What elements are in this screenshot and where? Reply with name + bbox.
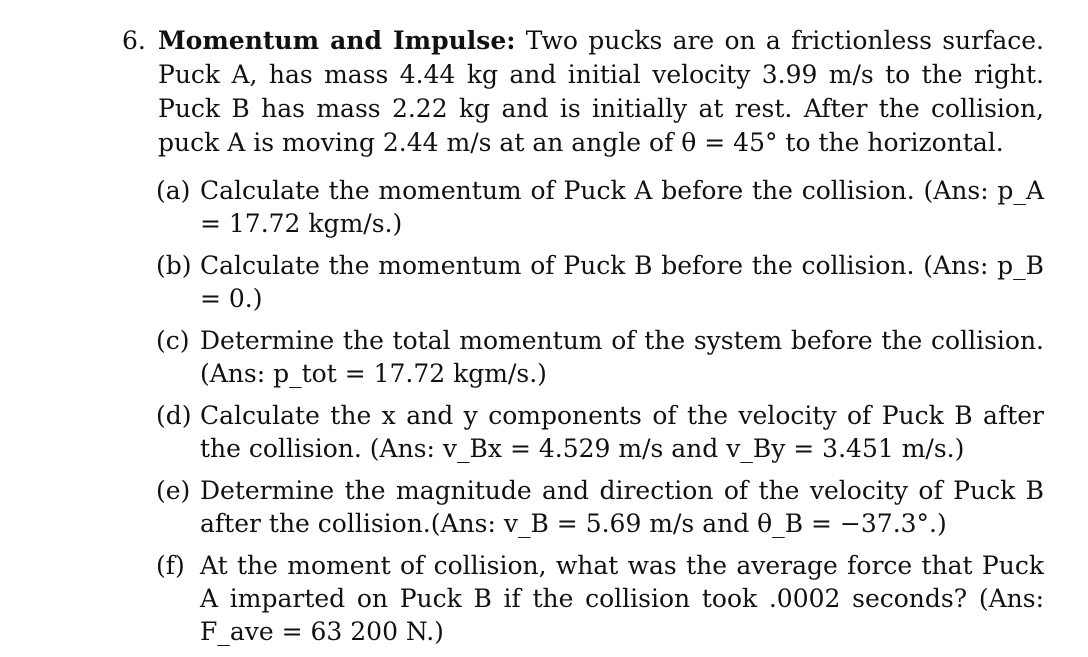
part-label: (c) <box>156 326 190 355</box>
part-label: (e) <box>156 476 191 505</box>
problem-parts <box>122 174 1044 648</box>
problem-title: Momentum and Impulse: <box>158 26 516 55</box>
part-text: At the moment of collision, what was the average force that Puck A imparted on Puck B if the collision took .0002 seconds? (Ans: F_ave = 63 200 N.) <box>200 551 1044 646</box>
part-label: (a) <box>156 176 191 205</box>
part-label: (d) <box>156 401 192 430</box>
part-c <box>122 324 1044 390</box>
part-e <box>122 474 1044 540</box>
problem-number: 6. <box>122 26 146 55</box>
part-label: (f) <box>156 551 185 580</box>
problem-6 <box>122 24 1044 657</box>
part-d <box>122 399 1044 465</box>
part-text: Calculate the momentum of Puck A before the collision. (Ans: p_A = 17.72 kgm/s.) <box>200 176 1044 238</box>
part-a <box>122 174 1044 240</box>
cutoff-previous-line <box>160 0 1040 4</box>
part-text: Calculate the momentum of Puck B before the collision. (Ans: p_B = 0.) <box>200 251 1044 313</box>
problem-statement: Two pucks are on a frictionless surface. Puck A, has mass 4.44 kg and initial velocity 3.99 m/s to the right. Puck B has mass 2.22 kg and is initially at rest. After the collision, puck A is moving 2.44 m/s at an angle of θ = 45° to the horizontal. <box>158 26 1044 157</box>
problem-header <box>122 24 1044 160</box>
part-b <box>122 249 1044 315</box>
part-f <box>122 549 1044 648</box>
part-text: Determine the magnitude and direction of the velocity of Puck B after the collision.(Ans: v_B = 5.69 m/s and θ_B = −37.3°.) <box>200 476 1044 538</box>
part-text: Calculate the x and y components of the velocity of Puck B after the collision. (Ans: v_Bx = 4.529 m/s and v_By = 3.451 m/s.) <box>200 401 1044 463</box>
part-label: (b) <box>156 251 192 280</box>
part-text: Determine the total momentum of the system before the collision. (Ans: p_tot = 17.72 kgm/s.) <box>200 326 1044 388</box>
